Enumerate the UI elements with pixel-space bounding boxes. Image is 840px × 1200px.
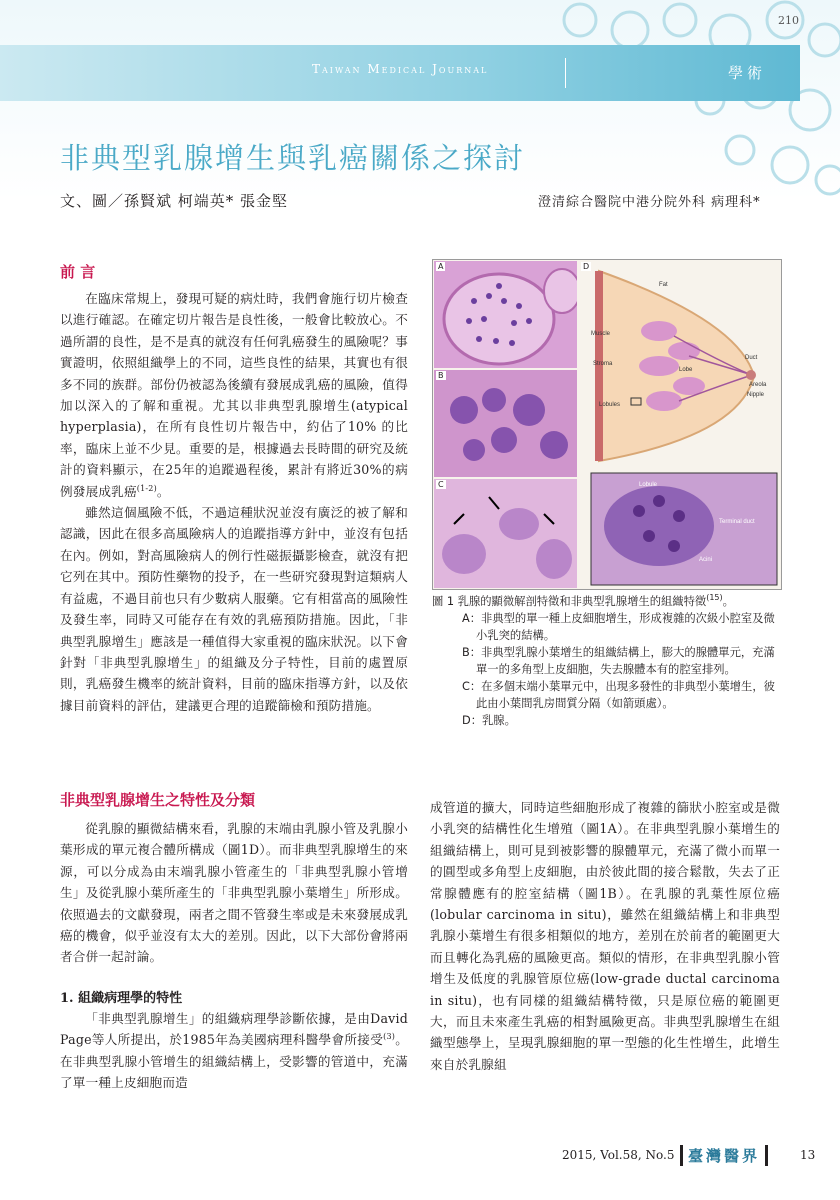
footer-page-number: 13 bbox=[800, 1148, 816, 1162]
affiliation: 澄清綜合醫院中港分院外科 病理科* bbox=[538, 195, 761, 210]
panel-label: C bbox=[438, 480, 444, 489]
intro-text bbox=[60, 288, 408, 716]
figure-caption bbox=[432, 593, 782, 729]
label-duct: Duct bbox=[745, 355, 758, 361]
figure-1 bbox=[432, 259, 782, 590]
panel-label: B bbox=[438, 371, 444, 380]
arrow-icon bbox=[544, 514, 554, 524]
right-paragraph-1: 成管道的擴大，同時這些細胞形成了複雜的篩狀小腔室或是微小乳突的結構性化生增殖（圖1A）。在非典型乳腺小葉增生的組織結構上，則可見到被影響的腺體單元，充滿了微小而單一的圓型或多角型上皮細胞，由於彼此間的接合鬆散，失去了正常腺體應有的腔室結構（圖1B）。在乳腺的乳葉性原位癌(lobular carcinoma in situ)，雖然在組織結構上和非典型乳腺小葉增生有很多相類似的地方，差別在於前者的範圍更大而且轉化為乳癌的風險更高。類似的情形，在非典型乳腺小管增生及低度的乳腺管原位癌(low-grade ductal carcinoma in situ)，也有同樣的組織結構特徵，只是原位癌的範圍更大，而且未來產生乳癌的相對風險更高。非典型乳腺增生在組織型態學上，呈現乳腺細胞的單一型態的化生性增生，此增生來自於乳腺組 bbox=[430, 800, 780, 1072]
citation: (15) bbox=[706, 593, 723, 603]
label-nipple: Nipple bbox=[747, 392, 765, 398]
header-divider bbox=[565, 58, 566, 88]
caption-title bbox=[432, 593, 782, 610]
section2-heading: 非典型乳腺增生之特性及分類 bbox=[60, 791, 256, 809]
intro-heading: 前 言 bbox=[60, 263, 96, 281]
citation: (3) bbox=[383, 1032, 396, 1042]
panel-label: D bbox=[583, 262, 590, 271]
panel-a-histology bbox=[434, 261, 577, 368]
arrow-icon bbox=[454, 514, 464, 524]
subsection-heading: 1. 組織病理學的特性 bbox=[60, 991, 183, 1006]
panel-c-histology bbox=[434, 479, 577, 588]
label-fat: Fat bbox=[659, 282, 668, 288]
label-areola: Areola bbox=[749, 382, 767, 388]
author-line: 文、圖／孫賢斌 柯端英* 張金堅 bbox=[60, 192, 289, 210]
label-acini: Acini bbox=[699, 557, 713, 563]
section2-text bbox=[60, 818, 408, 968]
citation: (1-2) bbox=[136, 483, 157, 493]
sub1-end: 。在非典型乳腺小管增生的組織結構上，受影響的管道中，充滿了單一種上皮細胞而造 bbox=[60, 1032, 408, 1091]
breast-anatomy-diagram bbox=[579, 261, 780, 588]
label-lobules: Lobules bbox=[599, 402, 621, 408]
histology-a-image bbox=[434, 261, 577, 368]
label-stroma: Stroma bbox=[593, 361, 613, 367]
section2-paragraph-1: 從乳腺的顯微結構來看，乳腺的末端由乳腺小管及乳腺小葉形成的單元複合體所構成（圖1D）。而非典型乳腺增生的來源，可以分成為由末端乳腺小管產生的「非典型乳腺小管增生」及從乳腺小葉所產生的「非典型乳腺小葉增生」所形成。依照過去的文獻發現，兩者之間不管發生率或是未來發展成乳癌的機會，似乎並沒有太大的差別。因此，以下大部份會將兩者合併一起討論。 bbox=[60, 821, 408, 965]
journal-name: Taiwan Medical Journal bbox=[312, 62, 489, 76]
right-column-text bbox=[430, 797, 780, 1075]
panel-b-histology bbox=[434, 370, 577, 477]
caption-title-text: 圖 1 乳腺的顯微解剖特徵和非典型乳腺增生的組織特徵 bbox=[432, 595, 707, 608]
panel-label: A bbox=[438, 262, 444, 271]
caption-item-a: A：非典型的單一種上皮細胞增生，形成複雜的次級小腔室及微小乳突的結構。 bbox=[462, 612, 775, 642]
panel-d-diagram bbox=[579, 261, 780, 588]
article-title: 非典型乳腺增生與乳癌關係之探討 bbox=[60, 141, 526, 175]
label-muscle: Muscle bbox=[591, 331, 611, 337]
caption-item-d: D：乳腺。 bbox=[462, 714, 516, 727]
caption-item-c: C：在多個末端小葉單元中，出現多發性的非典型小葉增生，彼此由小葉間乳房間質分隔（如箭頭處）。 bbox=[462, 680, 775, 710]
page-number-top: 210 bbox=[778, 14, 799, 27]
histology-b-image bbox=[434, 370, 577, 477]
arrow-icon bbox=[489, 497, 499, 509]
label-lobule: Lobule bbox=[639, 482, 658, 488]
footer-issue: 2015, Vol.58, No.5 bbox=[562, 1148, 675, 1162]
intro-p1-end: 。 bbox=[156, 483, 170, 499]
subsection-paragraph-1 bbox=[60, 1008, 408, 1094]
caption-title-end: 。 bbox=[722, 595, 734, 608]
section-label: 學術 bbox=[728, 64, 767, 82]
intro-paragraph-1 bbox=[60, 288, 408, 502]
footer-magazine: 臺灣醫界 bbox=[680, 1145, 768, 1166]
intro-paragraph-2: 雖然這個風險不低，不過這種狀況並沒有廣泛的被了解和認識，因此在很多高風險病人的追蹤指導方針中，並沒有包括在內。例如，對高風險病人的例行性磁振攝影檢查，就沒有把它列在其中。預防性藥物的投予，在一些研究發現對這類病人有益處，不過目前也只有少數病人服藥。它有相當高的風險性及發生率，同時又可能存在有效的乳癌預防措施。因此，「非典型乳腺增生」應該是一種值得大家重視的臨床狀況。以下會針對「非典型乳腺增生」的組織及分子特性，目前的處置原則，乳癌發生機率的統計資料，目前的臨床指導方針，以及依據目前資料的評估，建議更合理的追蹤篩檢和預防措施。 bbox=[60, 505, 408, 713]
histology-c-image bbox=[434, 479, 577, 588]
intro-p1-text: 在臨床常規上，發現可疑的病灶時，我們會施行切片檢查以進行確認。在確定切片報告是良性後，一般會比較放心。不過所謂的良性，是不是真的就沒有任何乳癌發生的風險呢？事實證明，依照組織學上的不同，這些良性的結果，其實也有很多不同的族群。部份仍被認為後續有發展成乳癌的風險，值得加以深入的了解和重視。尤其以非典型乳腺增生(atypical hyperplasia)，在所有良性切片報告中，約佔了10% 的比率，臨床上並不少見。重要的是，根據過去長時間的研究及統計的資料顯示，在25年的追蹤過程後，累計有將近30%的病例發展成乳癌 bbox=[60, 291, 408, 499]
sub1-text: 「非典型乳腺增生」的組織病理學診斷依據，是由David Page等人所提出，於1985年為美國病理科醫學會所接受 bbox=[60, 1011, 408, 1048]
subsection-text bbox=[60, 1008, 408, 1094]
caption-item-b: B：非典型乳腺小葉增生的組織結構上，膨大的腺體單元，充滿單一的多角型上皮細胞，失去腺體本有的腔室排列。 bbox=[462, 646, 775, 676]
label-terminal-duct: Terminal duct bbox=[719, 519, 755, 525]
label-lobe: Lobe bbox=[679, 367, 693, 373]
